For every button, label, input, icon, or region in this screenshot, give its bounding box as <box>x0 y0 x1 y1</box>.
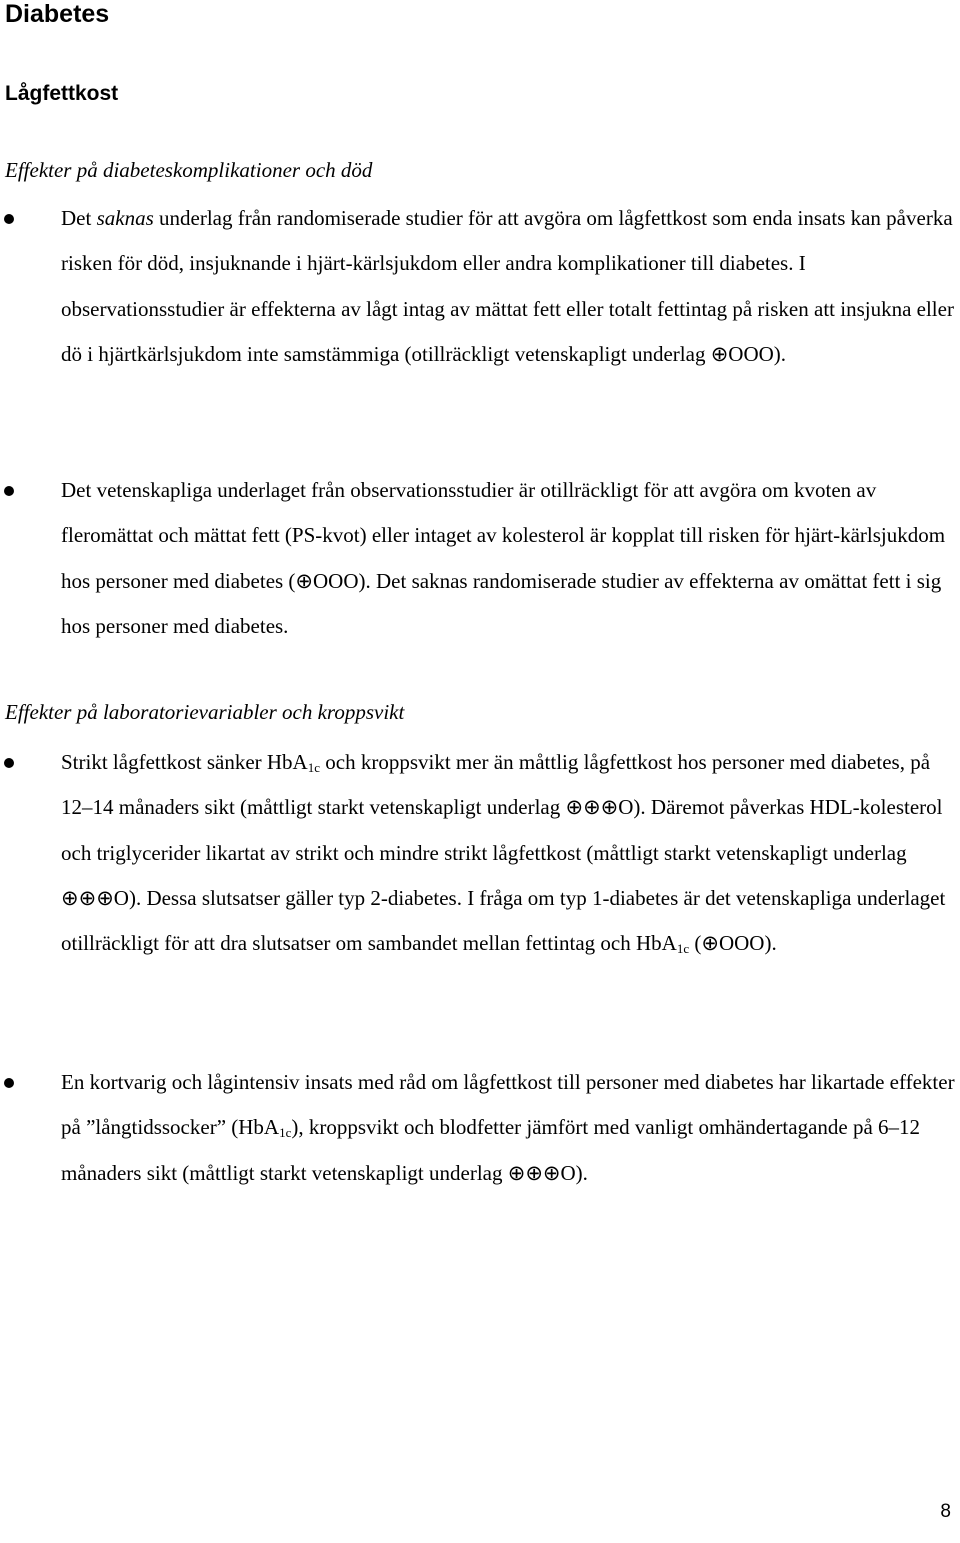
bullet-icon <box>4 758 14 768</box>
bullet-text: Det vetenskapliga underlaget från observationsstudier är otillräckligt för att avgöra om kvoten av fleromättat och mättat fett (PS-kvot) eller intaget av kolesterol är kopplat till risken för hjärt-kärlsjukdom hos personer med diabetes (⊕OOO). Det saknas randomiserade studier av effekterna av omättat fett i sig hos personer med diabetes. <box>61 478 946 638</box>
bullet-text: Strikt lågfettkost sänker HbA <box>61 750 308 774</box>
bullet-icon <box>4 486 14 496</box>
bullet-list-lab-variables-2 <box>0 1060 960 1196</box>
bullet-text: underlag från randomiserade studier för att avgöra om lågfettkost som enda insats kan påverka risken för död, insjuknande i hjärt-kärlsjukdom eller andra komplikationer till diabetes. I observationsstudier är effekterna av lågt intag av mättat fett eller totalt fettintag på risken att insjukna eller dö i hjärtkärlsjukdom inte samstämmiga (otillräckligt vetenskapligt underlag ⊕OOO). <box>61 206 954 366</box>
bullet-text-cont: och kroppsvikt mer än måttlig lågfettkost hos personer med diabetes, på 12–14 månaders sikt (måttligt starkt vetenskapligt underlag ⊕⊕⊕O). Däremot påverkas HDL-kolesterol och triglycerider likartat av strikt och mindre strikt lågfettkost (måttligt starkt vetenskapligt underlag ⊕⊕⊕O). Dessa slutsatser gäller typ 2-diabetes. I fråga om typ 1-diabetes är det vetenskapliga underlaget otillräckligt för att dra slutsatser om sambandet mellan fettintag och HbA <box>61 750 946 956</box>
bullet-text-start: Det <box>61 206 97 230</box>
bullet-list-complications-2 <box>0 468 960 649</box>
bullet-icon <box>4 1078 14 1088</box>
list-item <box>0 740 960 966</box>
bullet-icon <box>4 214 14 224</box>
section-title: Lågfettkost <box>5 82 119 105</box>
bullet-text-cont: ), kroppsvikt och blodfetter jämfört med vanligt omhändertagande på 6–12 månaders sikt (måttligt starkt vetenskapligt underlag ⊕⊕⊕O). <box>61 1115 921 1185</box>
document-title: Diabetes <box>5 0 110 28</box>
section-heading-complications: Effekter på diabeteskomplikationer och död <box>5 158 373 182</box>
list-item <box>0 468 960 649</box>
bullet-text-end: (⊕OOO). <box>689 931 777 956</box>
bullet-text: En kortvarig och lågintensiv insats med råd om lågfettkost till personer med diabetes har likartade effekter på ”långtidssocker” (HbA <box>61 1070 955 1140</box>
list-item <box>0 1060 960 1196</box>
subscript: 1c <box>676 941 690 957</box>
list-item <box>0 196 960 377</box>
bullet-list-complications <box>0 196 960 377</box>
bullet-list-lab-variables <box>0 740 960 966</box>
subscript: 1c <box>307 760 320 775</box>
subscript: 1c <box>279 1125 292 1141</box>
section-heading-lab-variables: Effekter på laboratorievariabler och kroppsvikt <box>5 700 405 724</box>
bullet-text-emphasis: saknas <box>96 206 154 230</box>
page-number: 8 <box>940 1501 951 1522</box>
